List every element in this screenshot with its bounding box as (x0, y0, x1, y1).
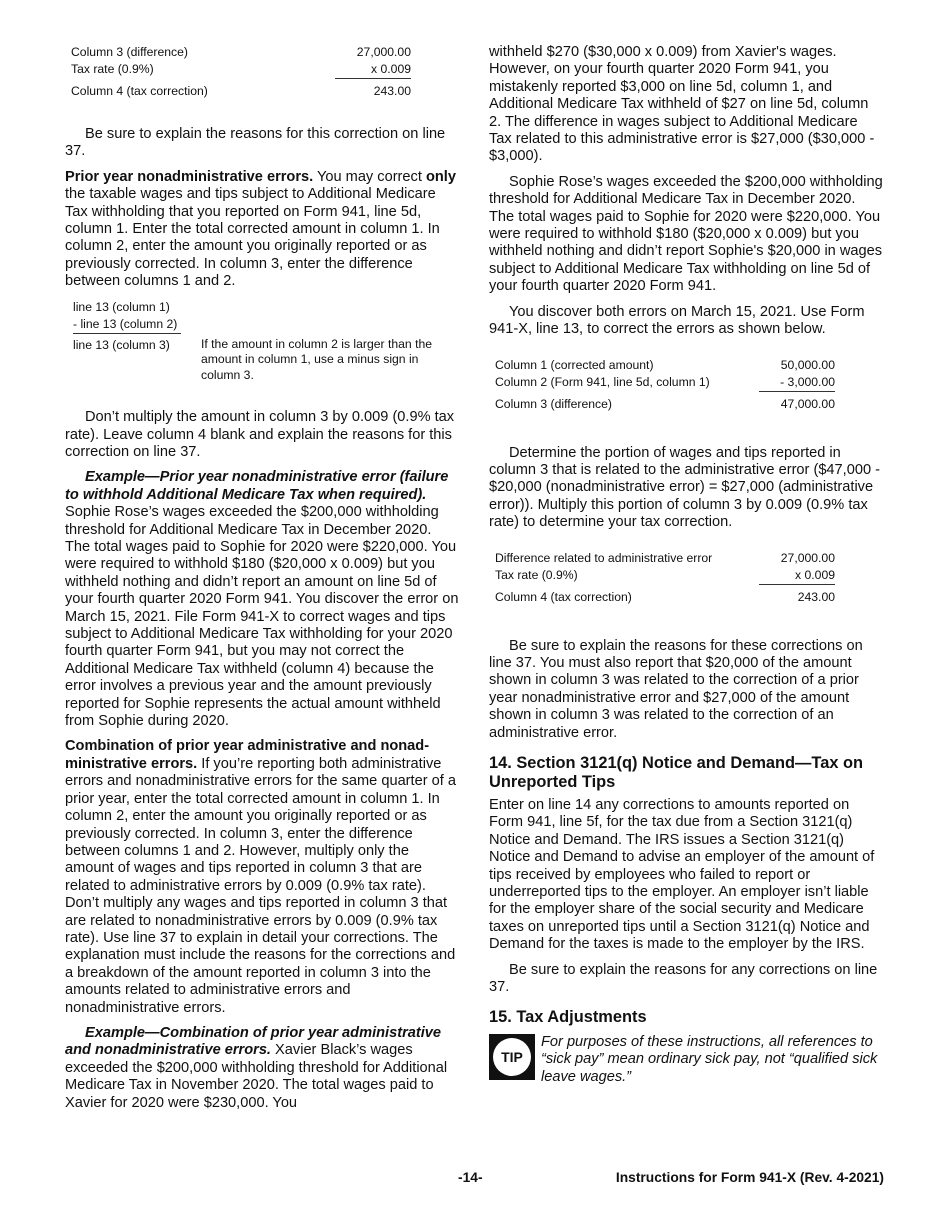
calc-row: Column 1 (corrected amount) 50,000.00 (495, 357, 835, 372)
paragraph: Don’t multiply the amount in column 3 by 0.009 (0.9% tax rate). Leave column 4 blank and explain the reasons for this correction on line 37. (65, 409, 455, 460)
line13-formula: line 13 (column 1) - line 13 (column 2) line 13 (column 3) If the amount in column 2 is larger than the amount in column 1, use a minus sign in column 3. (73, 299, 433, 382)
tip-icon: TIP (489, 1034, 535, 1080)
paragraph: Sophie Rose’s wages exceeded the $200,000 withholding threshold for Additional Medicare Tax in December 2020. The total wages paid to Sophie for 2020 were $220,000. You were required to withhold $180 ($20,000 x 0.009) but you withheld nothing and didn’t report Sophie's $20,000 in wages subject to Additional Medicare Tax withholding on line 5d of your fourth quarter 2020 Form 941. (489, 173, 883, 295)
section-heading-14: 14. Section 3121(q) Notice and Demand—Tax on Unreported Tips (489, 753, 864, 792)
calc-row: Tax rate (0.9%) x 0.009 (495, 567, 835, 585)
section-heading-15: 15. Tax Adjustments (489, 1008, 647, 1027)
calc-row: Column 3 (difference) 47,000.00 (495, 396, 835, 411)
tax-correction-calc-3 (495, 550, 835, 606)
paragraph-example: Example—Prior year nonadministrative error (failure to withhold Additional Medicare Tax when required). Sophie Rose’s wages exceeded the $200,000 withholding threshold for Additional Medicare Tax in December 2020. The total wages paid to Sophie for 2020 were $220,000. You were required to withhold $180 ($20,000 x 0.009) but you withheld nothing and didn’t report an amount on line 5d of your fourth quarter 2020 Form 941. You discover the error on March 15, 2021. File Form 941-X to correct wages and tips subject to Additional Medicare Tax withholding for your 2020 fourth quarter Form 941, but you may not correct the Additional Medicare Tax withheld (column 4) because the error involves a previous year and the amount previously reported for Sophie represents the actual amount withheld from Sophie during 2020. (65, 469, 459, 730)
calc-row: Column 4 (tax correction) 243.00 (71, 84, 411, 98)
left-column (65, 44, 460, 1120)
page-number: -14- (458, 1170, 483, 1185)
calc-row: Tax rate (0.9%) x 0.009 (71, 61, 411, 79)
paragraph: withheld $270 ($30,000 x 0.009) from Xavier's wages. However, on your fourth quarter 2020 Form 941, you mistakenly reported $3,000 on line 5d, column 1, and Additional Medicare Tax withheld of $27 on line 5d, column 2. The difference in wages subject to Additional Medicare Tax related to this administrative error is $27,000 ($30,000 - $3,000). (489, 44, 875, 165)
calc-row: Column 3 (difference) 27,000.00 (71, 45, 411, 59)
paragraph: Be sure to explain the reasons for this correction on line 37. (65, 126, 446, 160)
paragraph-example: Example—Combination of prior year administrative and nonadministrative errors. Xavier Black’s wages exceeded the $200,000 withholding threshold for Additional Medicare Tax in November 2020. The total wages paid to Xavier for 2020 were $230,000. You (65, 1024, 448, 1111)
paragraph: Enter on line 14 any corrections to amounts reported on Form 941, line 5f, for the tax due from a Section 3121(q) Notice and Demand. The IRS issues a Section 3121(q) Notice and Demand to advise an employer of the amount of tips received by employees who failed to report or underreported tips to the employer. An employer isn’t liable for the employer share of the social security and Medicare taxes on unreported tips until a Section 3121(q) Notice and Demand for the taxes is made to the employer by the IRS. (489, 796, 875, 953)
tip-text: For purposes of these instructions, all references to “sick pay” mean ordinary sick pay, not “qualified sick leave wages.” (541, 1033, 878, 1085)
paragraph: Be sure to explain the reasons for any corrections on line 37. (489, 961, 878, 996)
paragraph: Be sure to explain the reasons for these corrections on line 37. You must also report that $20,000 of the amount shown in column 3 was related to the correction of a prior year nonadministrative error and $27,000 of the amount shown in column 3 was related to the correction of an administrative error. (489, 637, 863, 741)
paragraph: Determine the portion of wages and tips reported in column 3 that is related to the administrative error ($47,000 - $20,000 (nonadministrative error) = $27,000 (administrative error)). Multiply this portion of column 3 by 0.009 (0.9% tax rate) to determine your tax correction. (489, 444, 880, 531)
right-column (489, 44, 884, 1086)
tax-correction-calc-1 (71, 44, 411, 100)
paragraph-combination: Combination of prior year administrative and nonad- ministrative errors. If you’re reporting both administrative errors and nonadministrative errors for the same quarter of a prior year, enter the total corrected amount in column 1. In column 2, enter the amount you originally reported or as previously corrected. In column 3, enter the difference between columns 1 and 2. However, multiply only the amount of wages and tips reported in column 3 that are related to administrative errors by 0.009 (0.9% tax rate). Don’t multiply any wages and tips reported in column 3 that are related to nonadministrative errors by 0.009 (0.9% tax rate). Use line 37 to explain in detail your corrections. The explanation must include the reasons for the corrections and a breakdown of the amount reported in column 3 into the amounts related to administrative errors and nonadministrative errors. (65, 738, 456, 1016)
calc-row: Difference related to administrative error 27,000.00 (495, 550, 835, 565)
paragraph-prior-year-nonadmin: Prior year nonadministrative errors. You may correct only the taxable wages and tips subject to Additional Medicare Tax withholding that you reported on Form 941, line 5d, column 1. Enter the total corrected amount in column 1. In column 2, enter the amount you originally reported or as previously corrected. In column 3, enter the difference between columns 1 and 2. (65, 168, 456, 290)
form-title: Instructions for Form 941-X (Rev. 4-2021) (615, 1170, 884, 1185)
tip-callout (489, 1034, 884, 1086)
tax-correction-calc-2 (495, 357, 835, 413)
calc-row: Column 2 (Form 941, line 5d, column 1) - 3,000.00 (495, 374, 835, 392)
calc-row: Column 4 (tax correction) 243.00 (495, 589, 835, 604)
paragraph: You discover both errors on March 15, 2021. Use Form 941-X, line 13, to correct the errors as shown below. (489, 303, 865, 338)
